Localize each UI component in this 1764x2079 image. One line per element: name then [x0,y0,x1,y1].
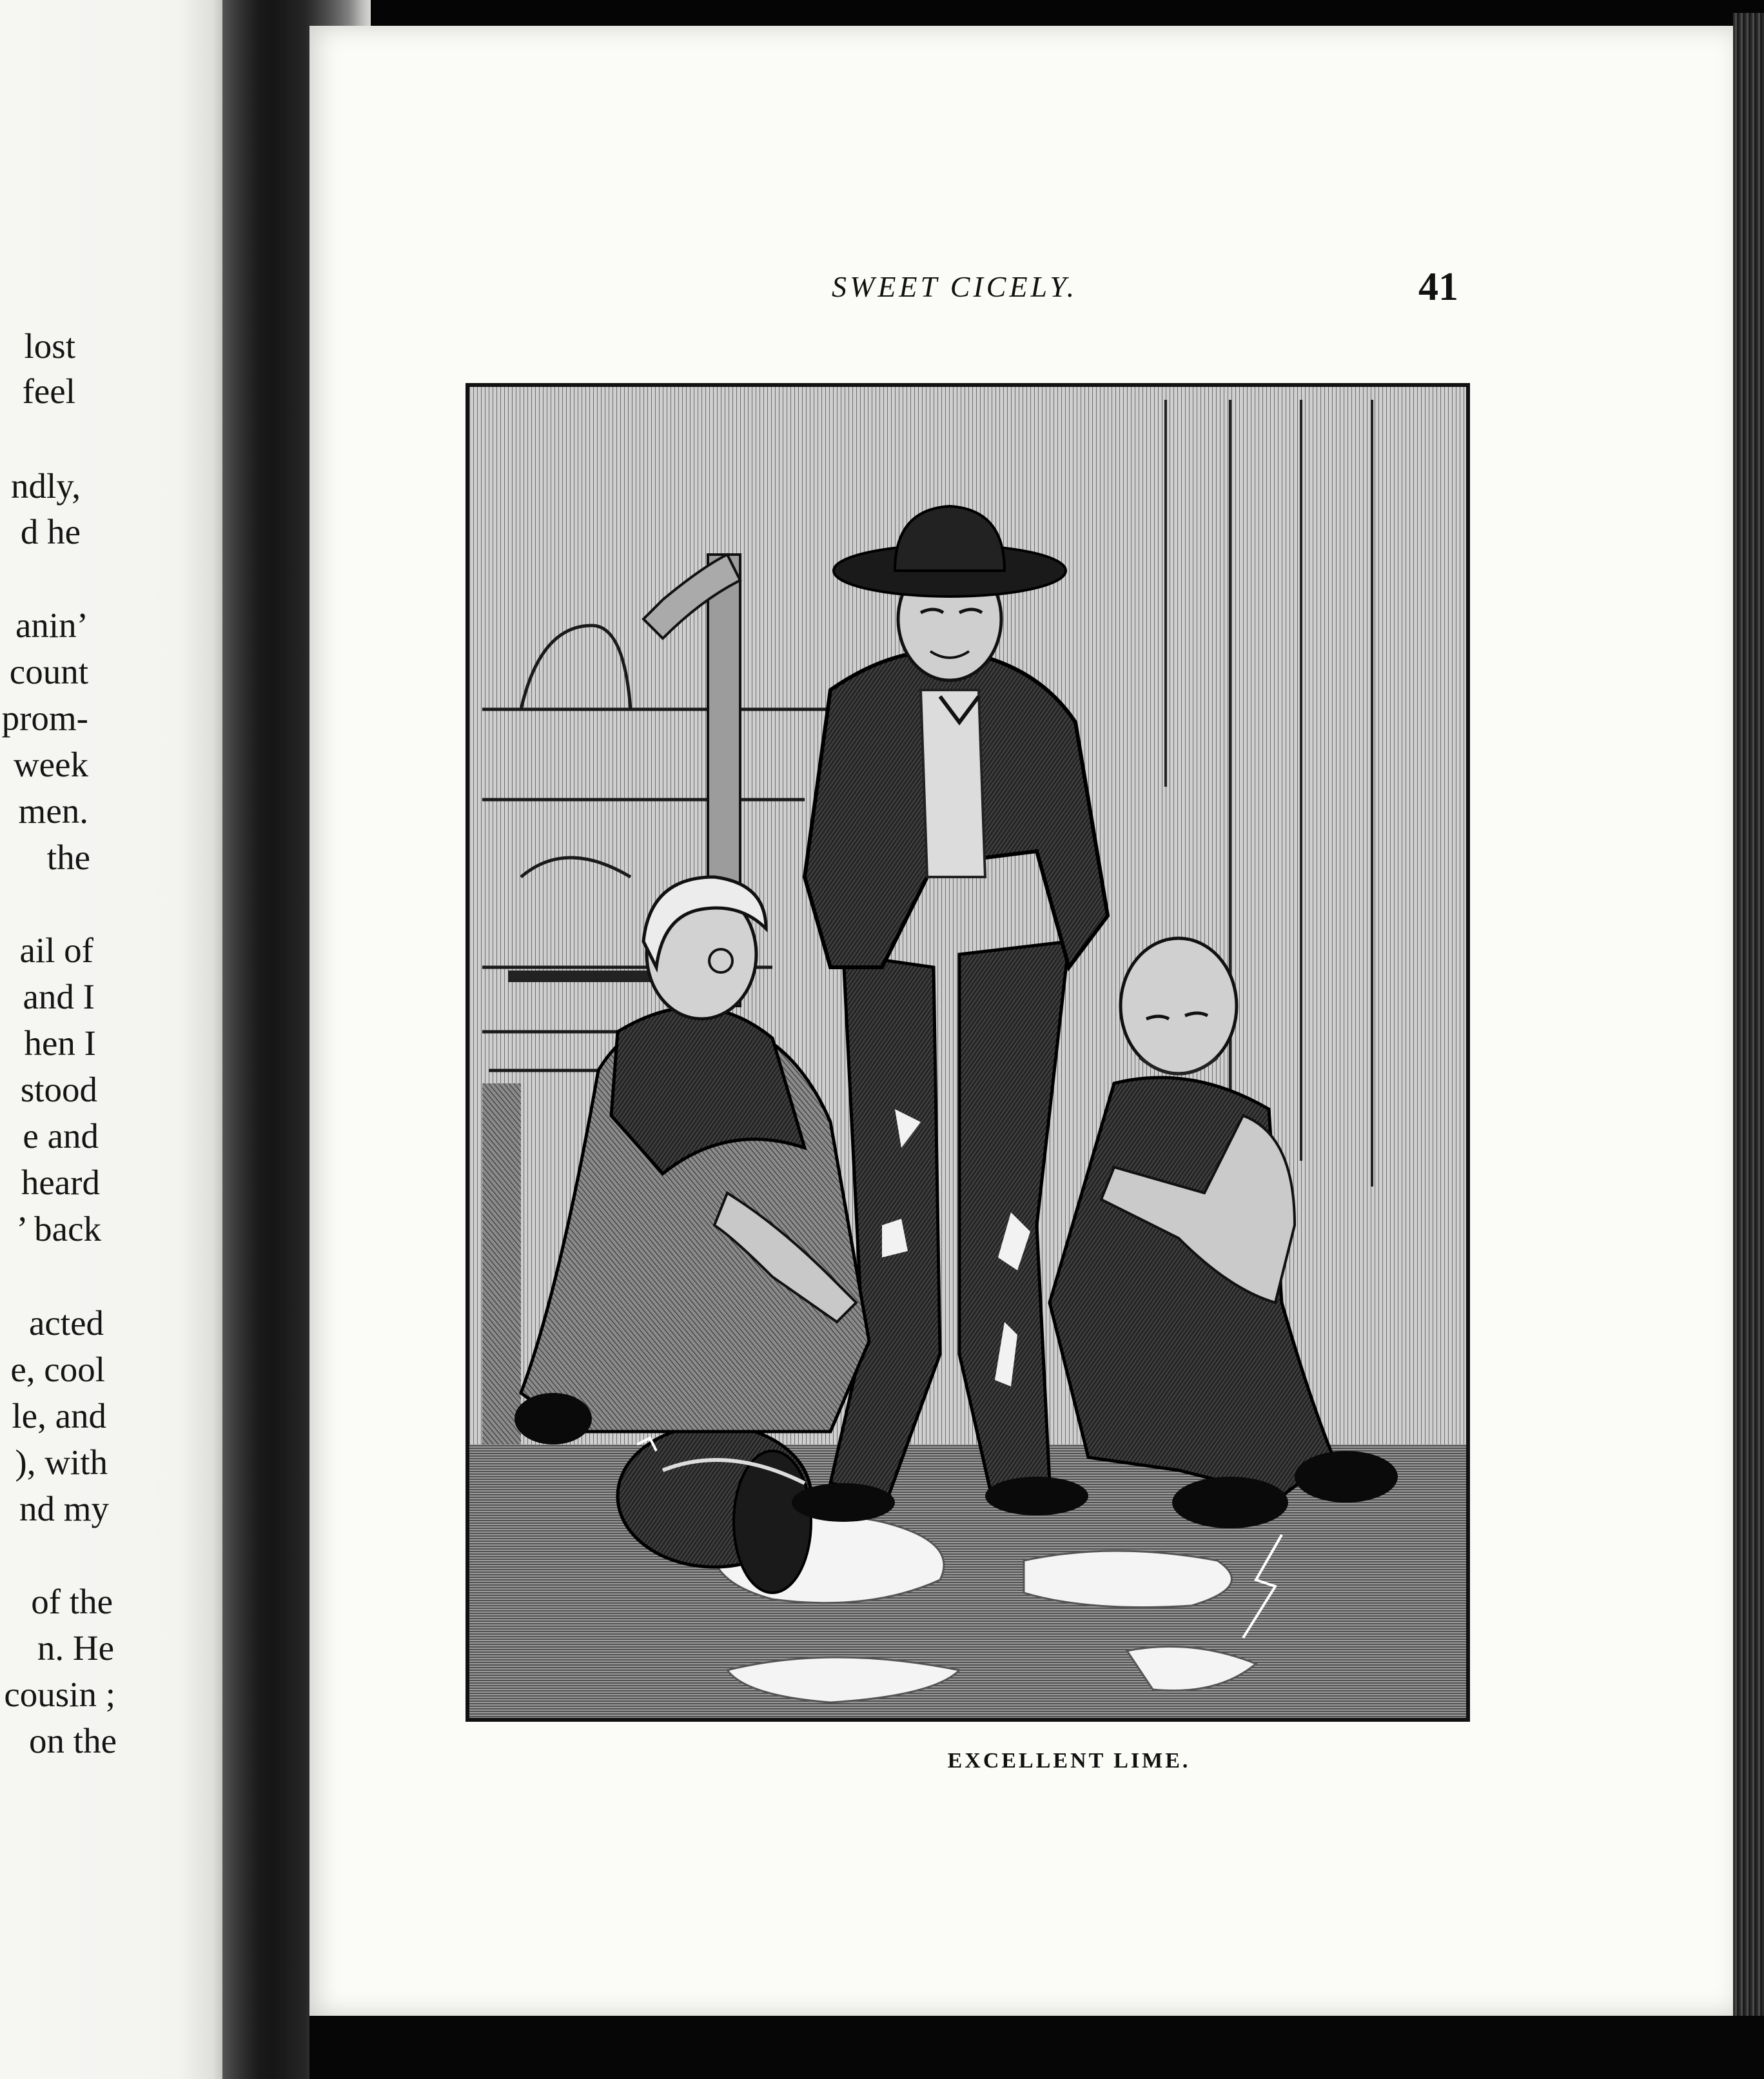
caption-text: EXCELLENT LIME. [947,1749,1191,1773]
text-line: stood [20,1070,97,1109]
page-number: 41 [1418,265,1458,309]
page-stack-edge [1733,13,1764,2038]
text-line: of the [31,1582,113,1621]
text-line: week [13,745,88,784]
running-head: SWEET CICELY. [832,270,1078,303]
text-line: heard [21,1163,100,1202]
text-line: the [46,838,90,877]
text-line: nd my [19,1489,109,1528]
text-line: e, cool [10,1350,105,1389]
text-line: n. He [37,1628,114,1668]
text-line: men. [18,791,88,831]
text-line: count [9,652,88,691]
text-line: d he [20,512,81,551]
illustration-caption [0,1749,1764,1773]
text-line: ’ back [16,1209,101,1248]
text-line: on the [29,1721,117,1760]
text-line: ndly, [11,466,81,506]
text-line: le, and [12,1396,106,1435]
text-line: acted [28,1303,104,1343]
engraving-artwork [469,387,1466,1718]
text-line: and I [23,977,95,1016]
text-line: feel [22,371,75,411]
text-line: hen I [24,1023,96,1063]
text-line: cousin ; [4,1675,115,1714]
text-line: e and [23,1116,99,1156]
engraving-illustration [466,383,1470,1722]
text-line: lost [24,326,75,366]
text-line: prom- [1,698,88,738]
book-bottom-edge [309,2016,1764,2079]
text-line: ail of [19,931,93,970]
text-line: anin’ [15,606,88,645]
text-line: ), with [15,1443,108,1482]
